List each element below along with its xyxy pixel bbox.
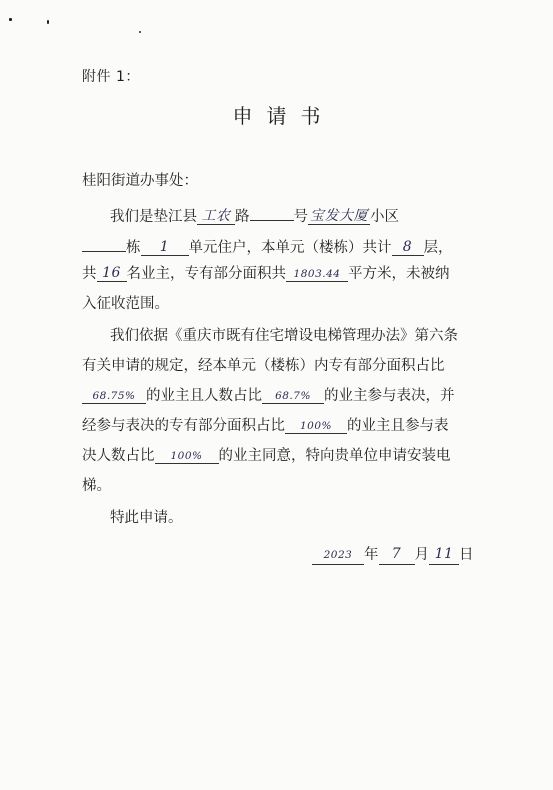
people-ratio-blank bbox=[262, 386, 324, 404]
closing: 特此申请。 bbox=[110, 510, 183, 526]
text: 的业主且参与表 bbox=[347, 418, 449, 434]
para2-line5 bbox=[82, 446, 451, 466]
area-value: 1803.44 bbox=[293, 268, 341, 280]
building-blank bbox=[82, 234, 126, 252]
para2-line6: 梯。 bbox=[82, 478, 111, 494]
vote-area-ratio-blank bbox=[285, 416, 347, 434]
people-ratio-value: 68.7% bbox=[275, 390, 311, 402]
unit-value: 1 bbox=[159, 239, 170, 255]
text: 共 bbox=[82, 266, 97, 282]
text: 我们是垫江县 bbox=[110, 209, 197, 225]
text: 决人数占比 bbox=[82, 448, 155, 464]
year-value: 2023 bbox=[323, 549, 353, 561]
day-unit: 日 bbox=[459, 547, 474, 563]
owners-value: 16 bbox=[102, 265, 121, 281]
text: 经参与表决的专有部分面积占比 bbox=[82, 418, 285, 434]
para2-line1: 我们依据《重庆市既有住宅增设电梯管理办法》第六条 bbox=[110, 328, 458, 344]
month-value: 7 bbox=[391, 546, 402, 562]
unit-blank bbox=[141, 238, 189, 256]
scan-speck bbox=[139, 31, 141, 33]
vote-area-ratio-value: 100% bbox=[299, 420, 333, 432]
text: 名业主，专有部分面积共 bbox=[126, 266, 286, 282]
para2-line4 bbox=[82, 416, 449, 436]
para2-line3 bbox=[82, 386, 455, 406]
attachment-label: 附件 1： bbox=[82, 69, 140, 85]
year-blank bbox=[312, 547, 364, 565]
document-title: 申请书 bbox=[232, 104, 335, 128]
text: 单元住户，本单元（楼栋）共计 bbox=[188, 240, 392, 256]
text: 的业主且人数占比 bbox=[146, 388, 262, 404]
street-value: 工农 bbox=[201, 208, 231, 224]
area-blank bbox=[286, 264, 348, 282]
community-blank bbox=[308, 207, 370, 225]
scan-speck bbox=[9, 18, 12, 21]
text: 的业主参与表决，并 bbox=[324, 388, 455, 404]
street-blank bbox=[197, 207, 235, 225]
text: 平方米，未被纳 bbox=[348, 266, 450, 282]
addressee: 桂阳街道办事处： bbox=[82, 173, 198, 189]
floors-blank bbox=[392, 238, 424, 256]
para1-line4: 入征收范围。 bbox=[82, 296, 169, 312]
month-unit: 月 bbox=[414, 547, 429, 563]
scan-speck bbox=[47, 20, 49, 24]
para1-line3 bbox=[82, 264, 450, 284]
year-unit: 年 bbox=[364, 547, 379, 563]
floors-value: 8 bbox=[402, 239, 413, 255]
area-ratio-value: 68.75% bbox=[92, 390, 136, 402]
text: 的业主同意，特向贵单位申请安装电 bbox=[218, 448, 451, 464]
text: 路 bbox=[235, 209, 250, 225]
day-blank bbox=[429, 547, 459, 565]
month-blank bbox=[379, 547, 415, 565]
text: 层， bbox=[423, 240, 453, 256]
para1-line2 bbox=[82, 234, 453, 258]
number-blank bbox=[250, 203, 294, 221]
para1-line1 bbox=[110, 203, 399, 227]
vote-people-ratio-blank bbox=[155, 446, 219, 464]
day-value: 11 bbox=[434, 546, 454, 562]
vote-people-ratio-value: 100% bbox=[170, 450, 203, 462]
text: 小区 bbox=[370, 209, 399, 225]
owners-blank bbox=[97, 264, 127, 282]
text: 栋 bbox=[126, 240, 141, 256]
area-ratio-blank bbox=[82, 386, 146, 404]
para2-line2: 有关申请的规定，经本单元（楼栋）内专有部分面积占比 bbox=[82, 358, 445, 374]
text: 号 bbox=[293, 209, 308, 225]
signature-date bbox=[312, 543, 474, 565]
community-value: 宝发大厦 bbox=[310, 208, 368, 224]
